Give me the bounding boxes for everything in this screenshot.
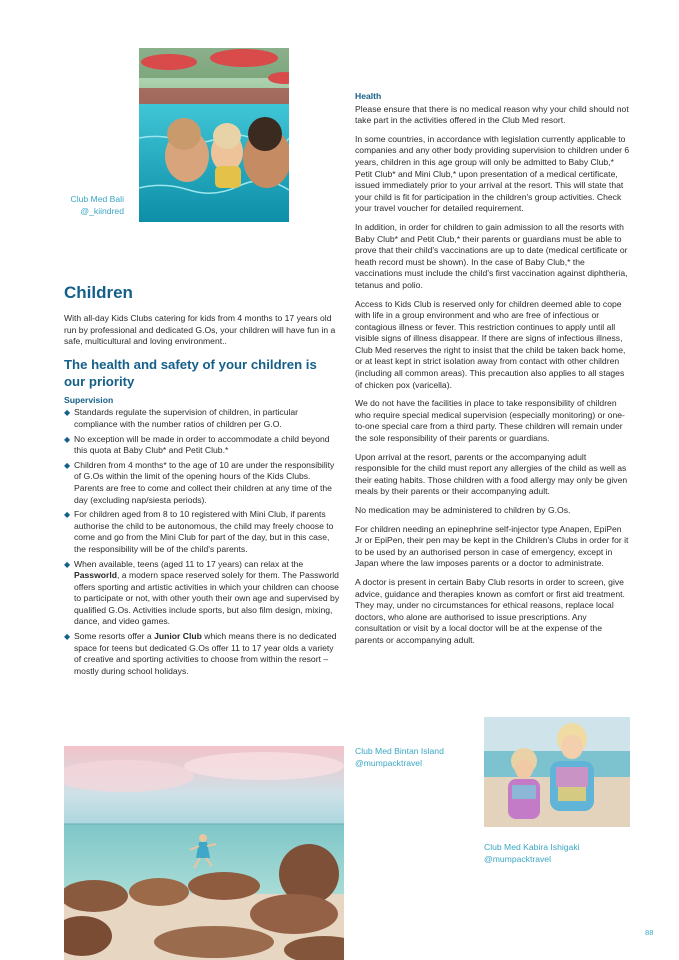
health-paragraph: For children needing an epinephrine self-injector type Anapen, EpiPen Jr or EpiPen, their pen may be kept in the Children's Clubs in order for it to be used by an authorised person in case of emergency, except in Japan where the law imposes parents or a doctor to administrate. (355, 523, 629, 569)
list-item: ◆ No exception will be made in order to accommodate a child beyond this quota at Baby Club* and Petit Club.* (64, 433, 330, 456)
health-paragraph: No medication may be administered to children by G.Os. (355, 505, 571, 515)
list-item: ◆ Some resorts offer a Junior Club which means there is no dedicated space for teens but dedicated G.Os offer 11 to 17 year olds a variety of creative and sporting activities to choose from within the resort – mostly during school holidays. (64, 631, 337, 676)
bali-photo (139, 48, 289, 222)
health-label: Health (355, 91, 382, 101)
bintan-photo-illustration (64, 746, 344, 960)
health-paragraph: We do not have the facilities in place to take responsibility of children who require special medical supervision (especially monitoring) or one-to-one special care from a third party. These children will remain under the sole responsibility of their parents or guardians. (355, 398, 625, 444)
list-item: ◆ Standards regulate the supervision of children, in particular compliance with the number ratios of children per G.O. (64, 407, 299, 429)
list-item: ◆ For children aged from 8 to 10 registered with Mini Club, if parents authorise the child to be autonomous, the child may freely choose to come and go from the Mini Club for part of the day, but in this case, the responsibility will be of the child's parents. (64, 509, 334, 554)
bali-photo-illustration (139, 48, 289, 222)
children-column (64, 313, 340, 680)
health-paragraph: Access to Kids Club is reserved only for children deemed able to cope with life in a group environment and who are free of infectious or contagious illness or fever. This restriction continues to apply until all visible signs of illness disappear. If there are signs of infectious illness, Club Med reserves the right to insist that the child be taken back home, or at least kept in strict isolation away from contact with other children (including all common areas). This precaution also applies to all stages of chicken pox (varicella). (355, 298, 626, 390)
bullet-icon: ◆ (64, 559, 71, 569)
list-item: ◆ When available, teens (aged 11 to 17 years) can relax at the Passworld, a modern space reserved solely for them. The Passworld offers sporting and artistic activities in which your children can choose to participate or not, with other youth their own age and supervised by qualified G.Os. Activities include sports, but also film design, mixing, dance, and video games. (64, 558, 340, 627)
supervision-list (64, 407, 340, 677)
supervision-label: Supervision (64, 394, 114, 405)
bullet-icon: ◆ (64, 408, 71, 418)
bali-caption-location: Club Med Bali (70, 194, 124, 204)
bintan-caption-location: Club Med Bintan Island (355, 746, 444, 756)
bullet-icon: ◆ (64, 434, 71, 444)
bullet-icon: ◆ (64, 510, 71, 520)
children-title: Children (64, 283, 133, 302)
bintan-caption (355, 745, 444, 769)
health-paragraph: Upon arrival at the resort, parents or the accompanying adult responsible for the child must report any allergies of the child as well as their eating habits. Those children with a food allergy may only be given meals by their parents or their accompanying adult. (355, 451, 628, 497)
kabira-photo-illustration (484, 717, 630, 827)
bintan-photo (64, 746, 344, 960)
health-safety-subheading: The health and safety of your children is our priority (64, 356, 317, 389)
health-paragraph: In some countries, in accordance with legislation currently applicable to companies and any other body providing supervision to children under 6 years, children in this age group will only be admitted to Baby Club,* Petit Club* and Mini Club,* upon presentation of a medical certificate, issued immediately prior to your arrival at the resort. This will state that your child is fit for participation in the children's group activities. Check your travel voucher for detailed requirement. (355, 133, 630, 214)
health-column (355, 91, 631, 654)
bullet-icon: ◆ (64, 460, 71, 470)
list-item: ◆ Children from 4 months* to the age of 10 are under the responsibility of G.Os within the limit of the opening hours of the Kids Clubs. Parents are free to come and collect their children at any time of the day (excluding nap/siesta periods). (64, 459, 335, 505)
bullet-icon: ◆ (64, 632, 71, 642)
passworld-term: Passworld (74, 570, 117, 581)
bintan-caption-handle: @mumpacktravel (355, 758, 422, 768)
kabira-photo (484, 717, 630, 827)
health-paragraph: In addition, in order for children to gain admission to all the resorts with Baby Club* and Petit Club,* their parents or guardians must be able to prove that their child's vaccinations are up to date (medical certificate or heath record must be shown). In the case of Baby Club,* the vaccinations must include the child's first vaccination against diphtheria, tetanus and polio. (355, 221, 628, 290)
children-intro: With all-day Kids Clubs catering for kids from 4 months to 17 years old run by professional and dedicated G.Os, your children will have fun in a safe, multicultural and loving environment.. (64, 313, 336, 347)
health-paragraph: Please ensure that there is no medical reason why your child should not take part in the activities offered in the Club Med resort. (355, 103, 629, 126)
bali-caption-handle: @_kiindred (80, 206, 124, 216)
health-paragraph: A doctor is present in certain Baby Club resorts in order to screen, give advice, guidance and therapies known as comfort or first aid treatment. They may, under no circumstances for ethical reasons, replace local doctors, who alone are authorised to issue prescriptions. Any consultation or visit by a local doctor will be at the expense of the parents or accompanying adult. (355, 576, 625, 645)
bali-caption (64, 193, 124, 217)
junior-club-term: Junior Club (154, 631, 202, 642)
kabira-caption (484, 841, 580, 865)
kabira-caption-location: Club Med Kabira Ishigaki (484, 842, 580, 852)
kabira-caption-handle: @mumpacktravel (484, 854, 551, 864)
page-number: 88 (645, 928, 654, 937)
